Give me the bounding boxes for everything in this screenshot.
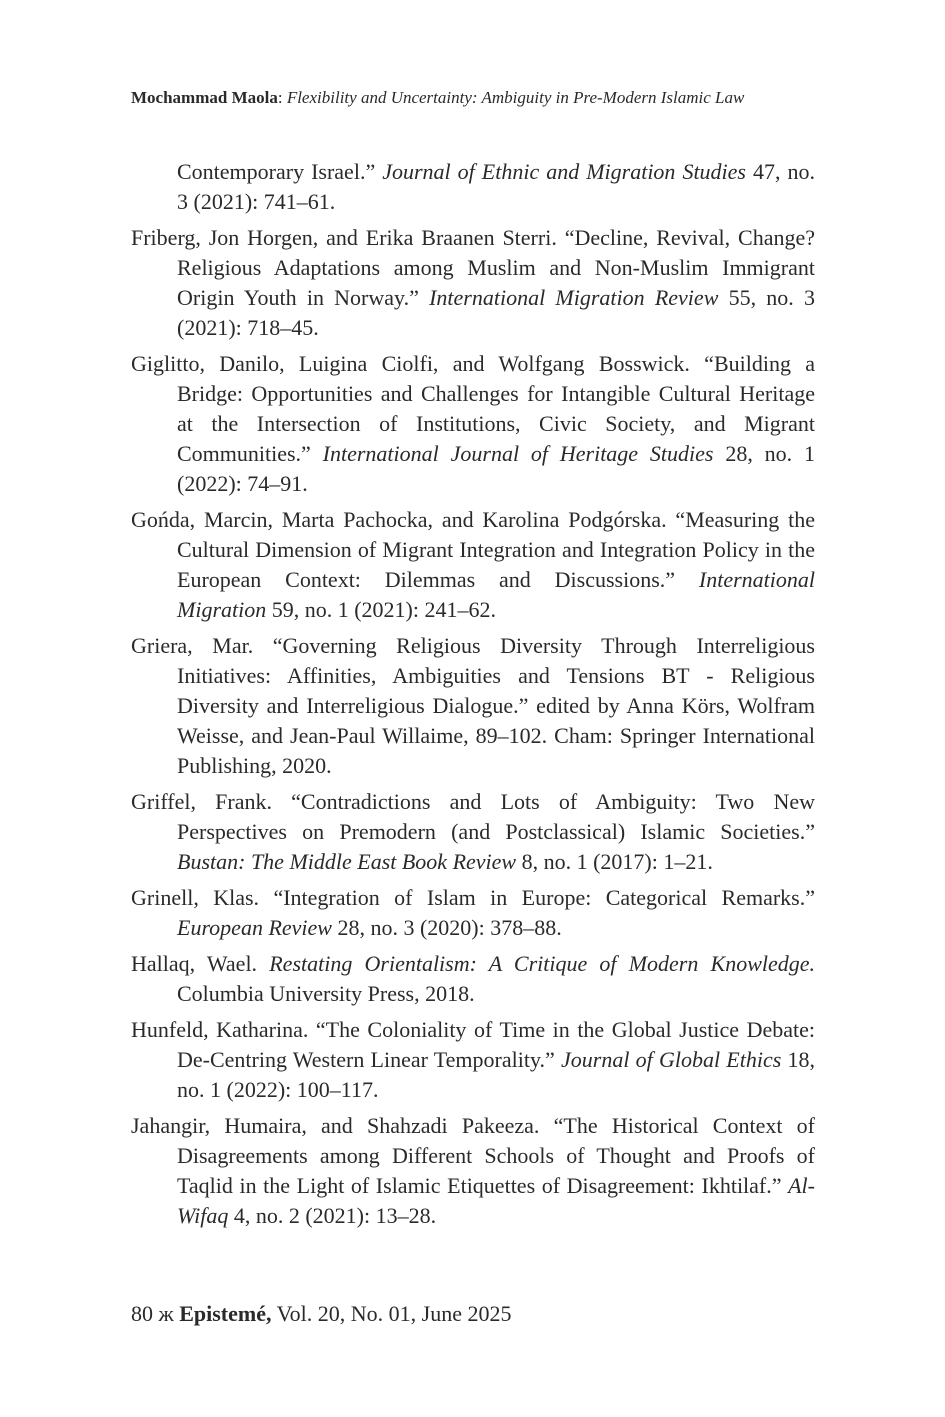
running-head-title: Flexibility and Uncertainty: Ambiguity in Pre-Modern Islamic Law (286, 88, 745, 107)
page-footer (131, 1300, 511, 1328)
bibliography-entry: Giglitto, Danilo, Luigina Ciolfi, and Wolfgang Bosswick. “Building a Bridge: Opportunities and Challenges for Intangible Cultural Heritage at the Intersection of Institutions, Civic Society, and Migrant Communities.” International Journal of Heritage Studies 28, no. 1 (2022): 74–91. (131, 351, 816, 496)
bibliography-entry: Hallaq, Wael. Restating Orientalism: A Critique of Modern Knowledge. Columbia University Press, 2018. (131, 951, 816, 1006)
running-head-separator: : (277, 88, 287, 107)
journal-issue: Vol. 20, No. 01, June 2025 (276, 1301, 512, 1326)
running-head (131, 86, 831, 110)
bibliography-entry: Friberg, Jon Horgen, and Erika Braanen Sterri. “Decline, Revival, Change? Religious Adaptations among Muslim and Non-Muslim Immigrant Origin Youth in Norway.” International Migration Review 55, no. 3 (2021): 718–45. (131, 225, 816, 340)
bibliography-entry: Grinell, Klas. “Integration of Islam in Europe: Categorical Remarks.” European Review 28, no. 3 (2020): 378–88. (131, 885, 815, 940)
bibliography-entry: Jahangir, Humaira, and Shahzadi Pakeeza. “The Historical Context of Disagreements among Different Schools of Thought and Proofs of Taqlid in the Light of Islamic Etiquettes of Disagreement: Ikhtilaf.” Al-Wifaq 4, no. 2 (2021): 13–28. (131, 1113, 815, 1228)
bibliography-entry: Griffel, Frank. “Contradictions and Lots of Ambiguity: Two New Perspectives on Premodern (and Postclassical) Islamic Societies.” Bustan: The Middle East Book Review 8, no. 1 (2017): 1–21. (131, 789, 815, 874)
running-head-author: Mochammad Maola (131, 88, 278, 107)
bibliography-entry: Gońda, Marcin, Marta Pachocka, and Karolina Podgórska. “Measuring the Cultural Dimension of Migrant Integration and Integration Policy in the European Context: Dilemmas and Discussions.” International Migration 59, no. 1 (2021): 241–62. (131, 507, 815, 622)
bibliography-entry: Hunfeld, Katharina. “The Coloniality of Time in the Global Justice Debate: De-Centring Western Linear Temporality.” Journal of Global Ethics 18, no. 1 (2022): 100–117. (131, 1017, 816, 1102)
footer-ornament: ж (158, 1301, 174, 1326)
page-number: 80 (131, 1301, 153, 1326)
bibliography-entry: Contemporary Israel.” Journal of Ethnic and Migration Studies 47, no. 3 (2021): 741–61. (177, 159, 816, 214)
bibliography (131, 157, 815, 1237)
bibliography-entry: Griera, Mar. “Governing Religious Diversity Through Interreligious Initiatives: Affinities, Ambiguities and Tensions BT - Religious Diversity and Interreligious Dialogue.” edited by Anna Körs, Wolfram Weisse, and Jean-Paul Willaime, 89–102. Cham: Springer International Publishing, 2020. (131, 633, 815, 778)
journal-name: Epistemé, (179, 1301, 272, 1326)
